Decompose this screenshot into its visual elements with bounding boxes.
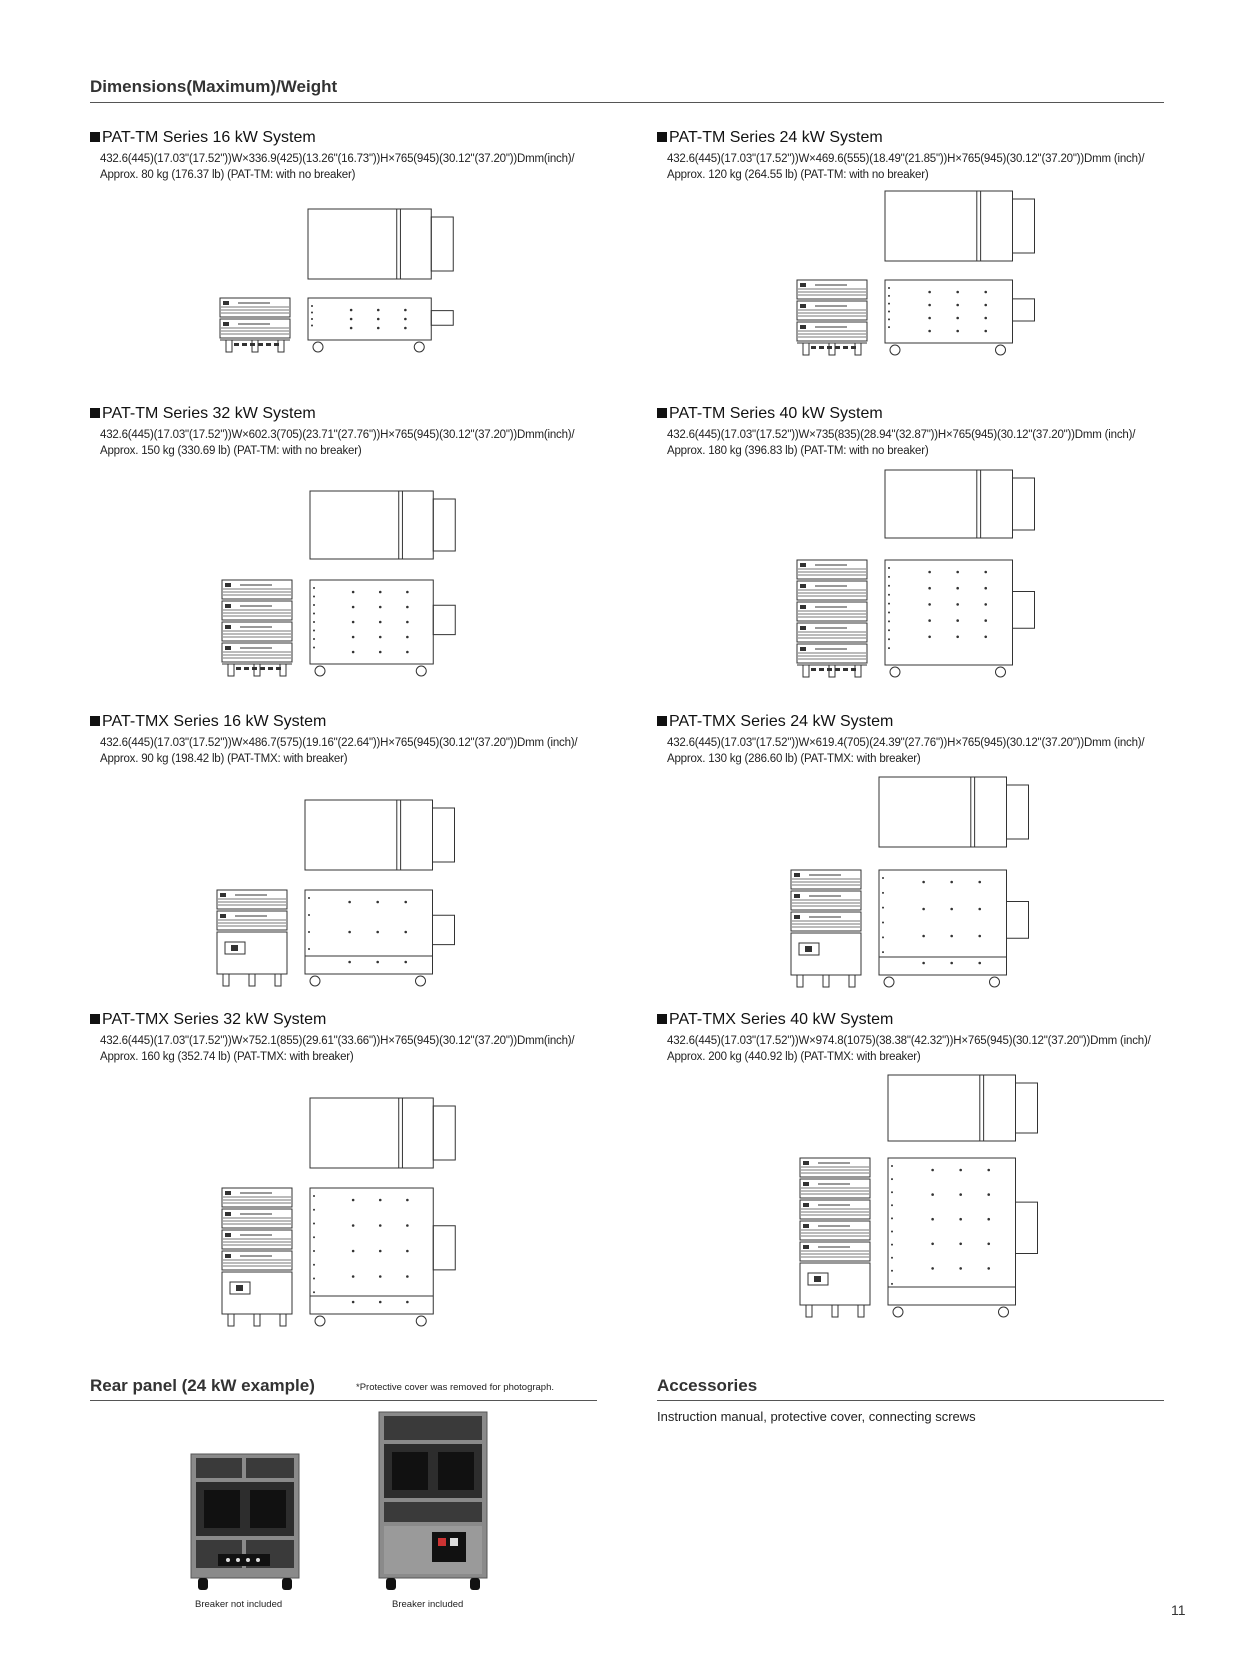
bullet-square-icon bbox=[90, 1014, 100, 1024]
model-block-tmx-32kw bbox=[90, 1011, 610, 1065]
bullet-square-icon bbox=[657, 132, 667, 142]
rear-panel-title: Rear panel (24 kW example) bbox=[90, 1376, 315, 1395]
front-view bbox=[800, 1158, 870, 1317]
model-title: PAT-TM Series 24 kW System bbox=[657, 129, 1177, 147]
model-title: PAT-TM Series 16 kW System bbox=[90, 129, 610, 147]
model-title: PAT-TMX Series 24 kW System bbox=[657, 713, 1177, 731]
model-weight: Approx. 90 kg (198.42 lb) (PAT-TMX: with breaker) bbox=[100, 753, 348, 765]
model-weight: Approx. 180 kg (396.83 lb) (PAT-TM: with no breaker) bbox=[667, 445, 929, 457]
section-title: Dimensions(Maximum)/Weight bbox=[90, 77, 338, 96]
model-title: PAT-TM Series 32 kW System bbox=[90, 405, 610, 423]
model-weight: Approx. 200 kg (440.92 lb) (PAT-TMX: with breaker) bbox=[667, 1051, 921, 1063]
model-weight: Approx. 130 kg (286.60 lb) (PAT-TMX: with breaker) bbox=[667, 753, 921, 765]
model-block-tm-40kw bbox=[657, 405, 1177, 459]
accessories-title: Accessories bbox=[657, 1376, 758, 1395]
front-view bbox=[797, 280, 867, 355]
top-view bbox=[310, 491, 455, 559]
top-view bbox=[305, 800, 455, 870]
side-view bbox=[885, 560, 1035, 677]
top-view bbox=[308, 209, 453, 279]
dimension-drawing bbox=[791, 777, 1031, 1005]
top-view bbox=[888, 1075, 1038, 1141]
side-view bbox=[888, 1158, 1038, 1317]
front-view bbox=[791, 870, 861, 987]
section-divider bbox=[90, 102, 1164, 103]
model-dimensions: 432.6(445)(17.03"(17.52"))W×619.4(705)(24.39"(27.76"))H×765(945)(30.12"(37.20"))Dmm (inch)/ bbox=[667, 737, 1145, 749]
top-view bbox=[885, 191, 1035, 261]
model-weight: Approx. 120 kg (264.55 lb) (PAT-TM: with no breaker) bbox=[667, 169, 929, 181]
dimension-drawing bbox=[800, 1075, 1040, 1335]
bullet-square-icon bbox=[90, 716, 100, 726]
dimension-drawing bbox=[220, 209, 460, 370]
model-block-tm-32kw bbox=[90, 405, 610, 459]
rear-panel-photo-no-breaker bbox=[190, 1450, 300, 1592]
rear-panel-divider bbox=[90, 1400, 597, 1401]
side-view bbox=[310, 1188, 455, 1326]
model-dimensions: 432.6(445)(17.03"(17.52"))W×469.6(555)(18.49"(21.85"))H×765(945)(30.12"(37.20"))Dmm (inch)/ bbox=[667, 153, 1145, 165]
side-view bbox=[308, 298, 453, 352]
top-view bbox=[310, 1098, 455, 1168]
photo-caption-no-breaker: Breaker not included bbox=[195, 1599, 283, 1610]
page-number: 11 bbox=[1171, 1602, 1186, 1618]
model-weight: Approx. 160 kg (352.74 lb) (PAT-TMX: with breaker) bbox=[100, 1051, 354, 1063]
bullet-square-icon bbox=[90, 408, 100, 418]
dimension-drawing bbox=[222, 491, 462, 694]
model-dimensions: 432.6(445)(17.03"(17.52"))W×735(835)(28.94"(32.87"))H×765(945)(30.12"(37.20"))Dmm (inch)/ bbox=[667, 429, 1136, 441]
model-block-tmx-24kw bbox=[657, 713, 1177, 767]
dimension-drawing bbox=[222, 1098, 462, 1344]
side-view bbox=[305, 890, 455, 986]
model-dimensions: 432.6(445)(17.03"(17.52"))W×602.3(705)(23.71"(27.76"))H×765(945)(30.12"(37.20"))Dmm(inch)/ bbox=[100, 429, 575, 441]
bullet-square-icon bbox=[657, 1014, 667, 1024]
bullet-square-icon bbox=[657, 716, 667, 726]
dimension-drawing bbox=[217, 800, 457, 1004]
side-view bbox=[310, 580, 455, 676]
accessories-divider bbox=[657, 1400, 1164, 1401]
rear-panel-photo-with-breaker bbox=[378, 1410, 488, 1592]
rear-panel-note: *Protective cover was removed for photograph. bbox=[356, 1382, 555, 1393]
front-view bbox=[220, 298, 290, 352]
top-view bbox=[885, 470, 1035, 538]
front-view bbox=[797, 560, 867, 677]
model-title: PAT-TM Series 40 kW System bbox=[657, 405, 1177, 423]
bullet-square-icon bbox=[90, 132, 100, 142]
front-view bbox=[222, 580, 292, 676]
model-dimensions: 432.6(445)(17.03"(17.52"))W×752.1(855)(29.61"(33.66"))H×765(945)(30.12"(37.20"))Dmm(inch)/ bbox=[100, 1035, 575, 1047]
dimension-drawing bbox=[797, 470, 1037, 695]
front-view bbox=[222, 1188, 292, 1326]
bullet-square-icon bbox=[657, 408, 667, 418]
photo-caption-with-breaker: Breaker included bbox=[392, 1599, 464, 1610]
dimension-drawing bbox=[797, 191, 1037, 373]
model-block-tmx-16kw bbox=[90, 713, 610, 767]
accessories-text: Instruction manual, protective cover, connecting screws bbox=[657, 1409, 976, 1424]
model-weight: Approx. 80 kg (176.37 lb) (PAT-TM: with no breaker) bbox=[100, 169, 356, 181]
model-dimensions: 432.6(445)(17.03"(17.52"))W×974.8(1075)(38.38"(42.32"))H×765(945)(30.12"(37.20"))Dmm (inch)/ bbox=[667, 1035, 1151, 1047]
model-title: PAT-TMX Series 40 kW System bbox=[657, 1011, 1177, 1029]
model-dimensions: 432.6(445)(17.03"(17.52"))W×336.9(425)(13.26"(16.73"))H×765(945)(30.12"(37.20"))Dmm(inch)/ bbox=[100, 153, 575, 165]
top-view bbox=[879, 777, 1029, 847]
side-view bbox=[879, 870, 1029, 987]
model-block-tmx-40kw bbox=[657, 1011, 1177, 1065]
model-title: PAT-TMX Series 32 kW System bbox=[90, 1011, 610, 1029]
front-view bbox=[217, 890, 287, 986]
model-title: PAT-TMX Series 16 kW System bbox=[90, 713, 610, 731]
side-view bbox=[885, 280, 1035, 355]
model-weight: Approx. 150 kg (330.69 lb) (PAT-TM: with no breaker) bbox=[100, 445, 362, 457]
model-dimensions: 432.6(445)(17.03"(17.52"))W×486.7(575)(19.16"(22.64"))H×765(945)(30.12"(37.20"))Dmm (inch)/ bbox=[100, 737, 578, 749]
